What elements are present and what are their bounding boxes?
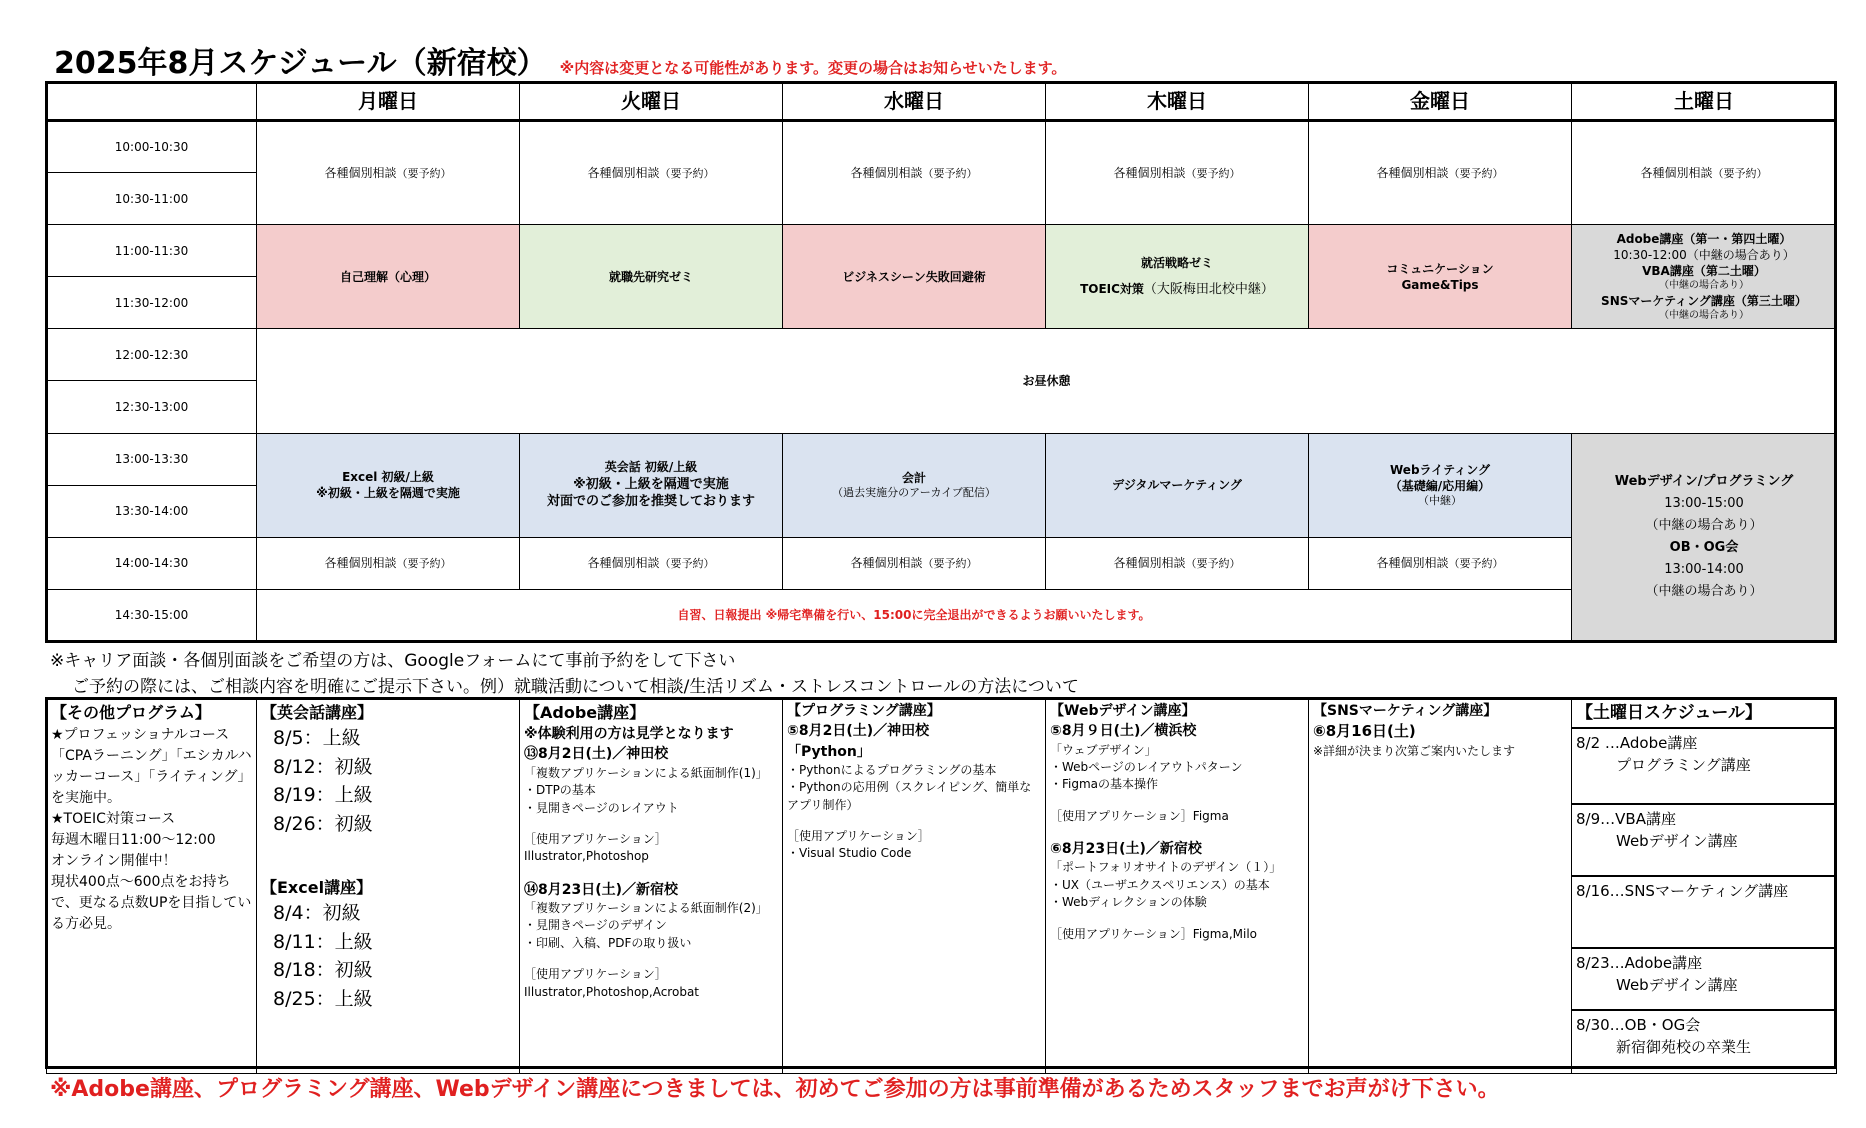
day-header-tue: 火曜日 <box>520 83 783 121</box>
time-slot: 14:30-15:00 <box>47 589 257 641</box>
adobe-course: 【Adobe講座】 ※体験利用の方は見学となります ⑬8月2日(土)／神田校 「複数アプリケーションによる紙面制作(1)」 ・DTPの基本 ・見開きページのレイアウト ［使用アプリケーション］ Illustrator,Photoshop ⑭8月23日(土)／新宿校 「複数アプリケーションによる紙面制作(2)」 ・見開きページのデザイン ・印刷、入稿、PDFの取り扱い ［使用アプリケーション］ Illustrator,Photoshop,Acrobat <box>520 699 783 1074</box>
class-tue-morning: 就職先研究ゼミ <box>520 225 783 329</box>
consult-cell-tue-pm: 各種個別相談（要予約） <box>520 537 783 589</box>
programming-course: 【プログラミング講座】 ⑤8月2日(土)／神田校 「Python」 ・Pythonによるプログラミングの基本 ・Pythonの応用例（スクレイピング、簡単なアプリ制作） ［使用アプリケーション］ ・Visual Studio Code <box>783 699 1046 1074</box>
booking-note-1: ※キャリア面談・各個別面談をご希望の方は、Googleフォームにて事前予約をして下さい <box>50 651 736 671</box>
sns-course: 【SNSマーケティング講座】 ⑥8月16日(土) ※詳細が決まり次第ご案内いたします <box>1309 699 1572 1074</box>
class-mon-morning: 自己理解（心理） <box>257 225 520 329</box>
class-wed-afternoon: 会計 （過去実施分のアーカイブ配信） <box>783 433 1046 537</box>
english-excel-schedule: 【英会話講座】 8/5：上級 8/12：初級 8/19：上級 8/26：初級 【Excel講座】 8/4：初級 8/11：上級 8/18：初級 8/25：上級 <box>257 699 520 1074</box>
title-row <box>54 38 1066 82</box>
class-sat-morning: Adobe講座（第一・第四土曜） 10:30-12:00（中継の場合あり） VBA講座（第二土曜） （中継の場合あり） SNSマーケティング講座（第三土曜） （中継の場合あり） <box>1572 225 1837 329</box>
schedule-table <box>46 82 1837 642</box>
booking-note-2: ご予約の際には、ご相談内容を明確にご提示下さい。例）就職活動について相談/生活リズム・ストレスコントロールの方法について <box>72 677 1079 697</box>
class-wed-morning: ビジネスシーン失敗回避術 <box>783 225 1046 329</box>
page-title: 2025年8月スケジュール（新宿校） <box>54 46 547 81</box>
bottom-note: ※Adobe講座、プログラミング講座、Webデザイン講座につきましては、初めてご参加の方は事前準備があるためスタッフまでお声がけ下さい。 <box>50 1077 1500 1102</box>
fri-morning-line-2: Game&Tips <box>1401 277 1479 292</box>
time-slot: 11:30-12:00 <box>47 277 257 329</box>
corner-cell <box>47 83 257 121</box>
saturday-row: 8/2 …Adobe講座 プログラミング講座 <box>1572 729 1836 805</box>
time-slot: 12:30-13:00 <box>47 381 257 433</box>
consult-cell-thu-pm: 各種個別相談（要予約） <box>1046 537 1309 589</box>
class-fri-afternoon: Webライティング （基礎編/応用編） （中継） <box>1309 433 1572 537</box>
title-note: ※内容は変更となる可能性があります。変更の場合はお知らせいたします。 <box>559 59 1067 77</box>
consult-cell-fri: 各種個別相談（要予約） <box>1309 121 1572 225</box>
consult-cell-tue: 各種個別相談（要予約） <box>520 121 783 225</box>
time-slot: 14:00-14:30 <box>47 537 257 589</box>
info-table <box>46 698 1837 1074</box>
saturday-schedule: 【土曜日スケジュール】 8/2 …Adobe講座 プログラミング講座 8/9…VBA講座 Webデザイン講座 8/16…SNSマーケティング講座 8/23…Adobe講座 Webデザイン講座 8/30…OB・OG会 新宿御苑校の卒業生 <box>1572 699 1837 1074</box>
lunch-break: お昼休憩 <box>257 329 1837 433</box>
consult-cell-mon-pm: 各種個別相談（要予約） <box>257 537 520 589</box>
fri-morning-line-1: コミュニケーション <box>1386 261 1494 276</box>
time-slot: 13:00-13:30 <box>47 433 257 485</box>
consult-cell-wed-pm: 各種個別相談（要予約） <box>783 537 1046 589</box>
class-sat-afternoon: Webデザイン/プログラミング 13:00-15:00 （中継の場合あり） OB・OG会 13:00-14:00 （中継の場合あり） <box>1572 433 1837 641</box>
class-fri-morning <box>1309 225 1572 329</box>
time-slot: 13:30-14:00 <box>47 485 257 537</box>
consult-cell-fri-pm: 各種個別相談（要予約） <box>1309 537 1572 589</box>
consult-cell-sat: 各種個別相談（要予約） <box>1572 121 1837 225</box>
consult-cell-wed: 各種個別相談（要予約） <box>783 121 1046 225</box>
consult-cell-mon: 各種個別相談（要予約） <box>257 121 520 225</box>
saturday-row: 8/16…SNSマーケティング講座 <box>1572 877 1836 949</box>
day-header-thu: 木曜日 <box>1046 83 1309 121</box>
day-header-fri: 金曜日 <box>1309 83 1572 121</box>
saturday-row: 8/9…VBA講座 Webデザイン講座 <box>1572 805 1836 877</box>
class-thu-afternoon: デジタルマーケティング <box>1046 433 1309 537</box>
class-tue-afternoon: 英会話 初級/上級 ※初級・上級を隔週で実施 対面でのご参加を推奨しております <box>520 433 783 537</box>
day-header-sat: 土曜日 <box>1572 83 1837 121</box>
time-slot: 12:00-12:30 <box>47 329 257 381</box>
time-slot: 11:00-11:30 <box>47 225 257 277</box>
thu-morning-line-2: TOEIC対策（大阪梅田北校中継） <box>1080 282 1274 298</box>
day-header-mon: 月曜日 <box>257 83 520 121</box>
time-slot: 10:30-11:00 <box>47 173 257 225</box>
webdesign-course: 【Webデザイン講座】 ⑤8月９日(土)／横浜校 「ウェブデザイン」 ・Webページのレイアウトパターン ・Figmaの基本操作 ［使用アプリケーション］Figma ⑥8月23日(土)／新宿校 「ポートフォリオサイトのデザイン（１）」 ・UX（ユーザエクスペリエンス）の基本 ・Webディレクションの体験 ［使用アプリケーション］Figma,Milo <box>1046 699 1309 1074</box>
time-slot: 10:00-10:30 <box>47 121 257 173</box>
class-thu-morning <box>1046 225 1309 329</box>
self-study-note: 自習、日報提出 ※帰宅準備を行い、15:00に完全退出ができるようお願いいたします。 <box>257 589 1572 641</box>
other-programs: 【その他プログラム】 ★プロフェッショナルコース 「CPAラーニング」「エシカルハッカーコース」「ライティング」を実施中。 ★TOEIC対策コース 毎週木曜日11:00～12:00 オンライン開催中！ 現状400点～600点をお持ちで、更なる点数UPを目指している方必見。 <box>47 699 257 1074</box>
consult-cell-thu: 各種個別相談（要予約） <box>1046 121 1309 225</box>
day-header-wed: 水曜日 <box>783 83 1046 121</box>
saturday-row: 8/23…Adobe講座 Webデザイン講座 <box>1572 949 1836 1011</box>
saturday-row: 8/30…OB・OG会 新宿御苑校の卒業生 <box>1576 1016 1752 1056</box>
thu-morning-line-1: 就活戦略ゼミ <box>1140 255 1213 270</box>
class-mon-afternoon: Excel 初級/上級 ※初級・上級を隔週で実施 <box>257 433 520 537</box>
